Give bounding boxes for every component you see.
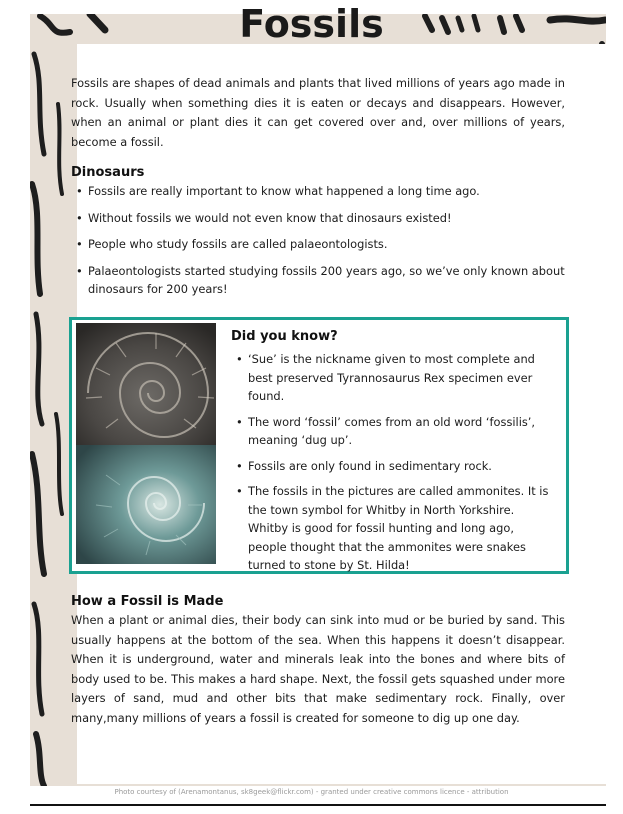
intro-paragraph: Fossils are shapes of dead animals and plants that lived millions of years ago made in rock. Usually when something dies it is eaten or decays and disappears. However, when an animal or plant dies it can get covered over and, over millions of years, become a fossil. [71, 76, 565, 149]
how-fossil-made-paragraph: When a plant or animal dies, their body can sink into mud or be buried by sand. This usually happens at the bottom of the sea. When this happens it doesn’t disappear. When it is underground, water and minerals leak into the bones and where bits of body used to be. This makes a hard shape. Next, the fossil gets squashed under more layers of sand, mud and other bits that make sedimentary rock. Finally, over many,many millions of years a fossil is created for someone to dig up one day. [71, 613, 565, 725]
did-you-know-list [232, 350, 554, 582]
bottom-divider [30, 804, 606, 806]
dinosaurs-list [72, 182, 566, 307]
photo-credit: Photo courtesy of (Arenamontanus, sk8geek@flickr.com) - granted under creative commons licence - attribution [114, 788, 509, 796]
did-you-know-box [69, 317, 569, 574]
list-item: • People who study fossils are called palaeontologists. [72, 235, 566, 254]
dinosaurs-heading: Dinosaurs [71, 165, 145, 180]
list-item: • Fossils are only found in sedimentary rock. [232, 457, 554, 476]
list-item: • ‘Sue’ is the nickname given to most complete and best preserved Tyrannosaurus Rex specimen ever found. [232, 350, 554, 406]
ammonite-photo-grey [76, 323, 216, 445]
list-item: • The fossils in the pictures are called ammonites. It is the town symbol for Whitby in North Yorkshire. Whitby is good for fossil hunting and long ago, people thought that the ammonites were snakes turned to stone by St. Hilda! [232, 482, 554, 575]
list-item: • Fossils are really important to know what happened a long time ago. [72, 182, 566, 201]
did-you-know-heading: Did you know? [231, 329, 338, 344]
list-item: • Without fossils we would not even know that dinosaurs existed! [72, 209, 566, 228]
list-item: • The word ‘fossil’ comes from an old word ‘fossilis’, meaning ‘dug up’. [232, 413, 554, 450]
ammonite-photo-teal [76, 445, 216, 564]
list-item: • Palaeontologists started studying fossils 200 years ago, so we’ve only known about dinosaurs for 200 years! [72, 262, 566, 299]
page-title: Fossils [239, 2, 384, 46]
how-fossil-made-heading: How a Fossil is Made [71, 594, 224, 609]
